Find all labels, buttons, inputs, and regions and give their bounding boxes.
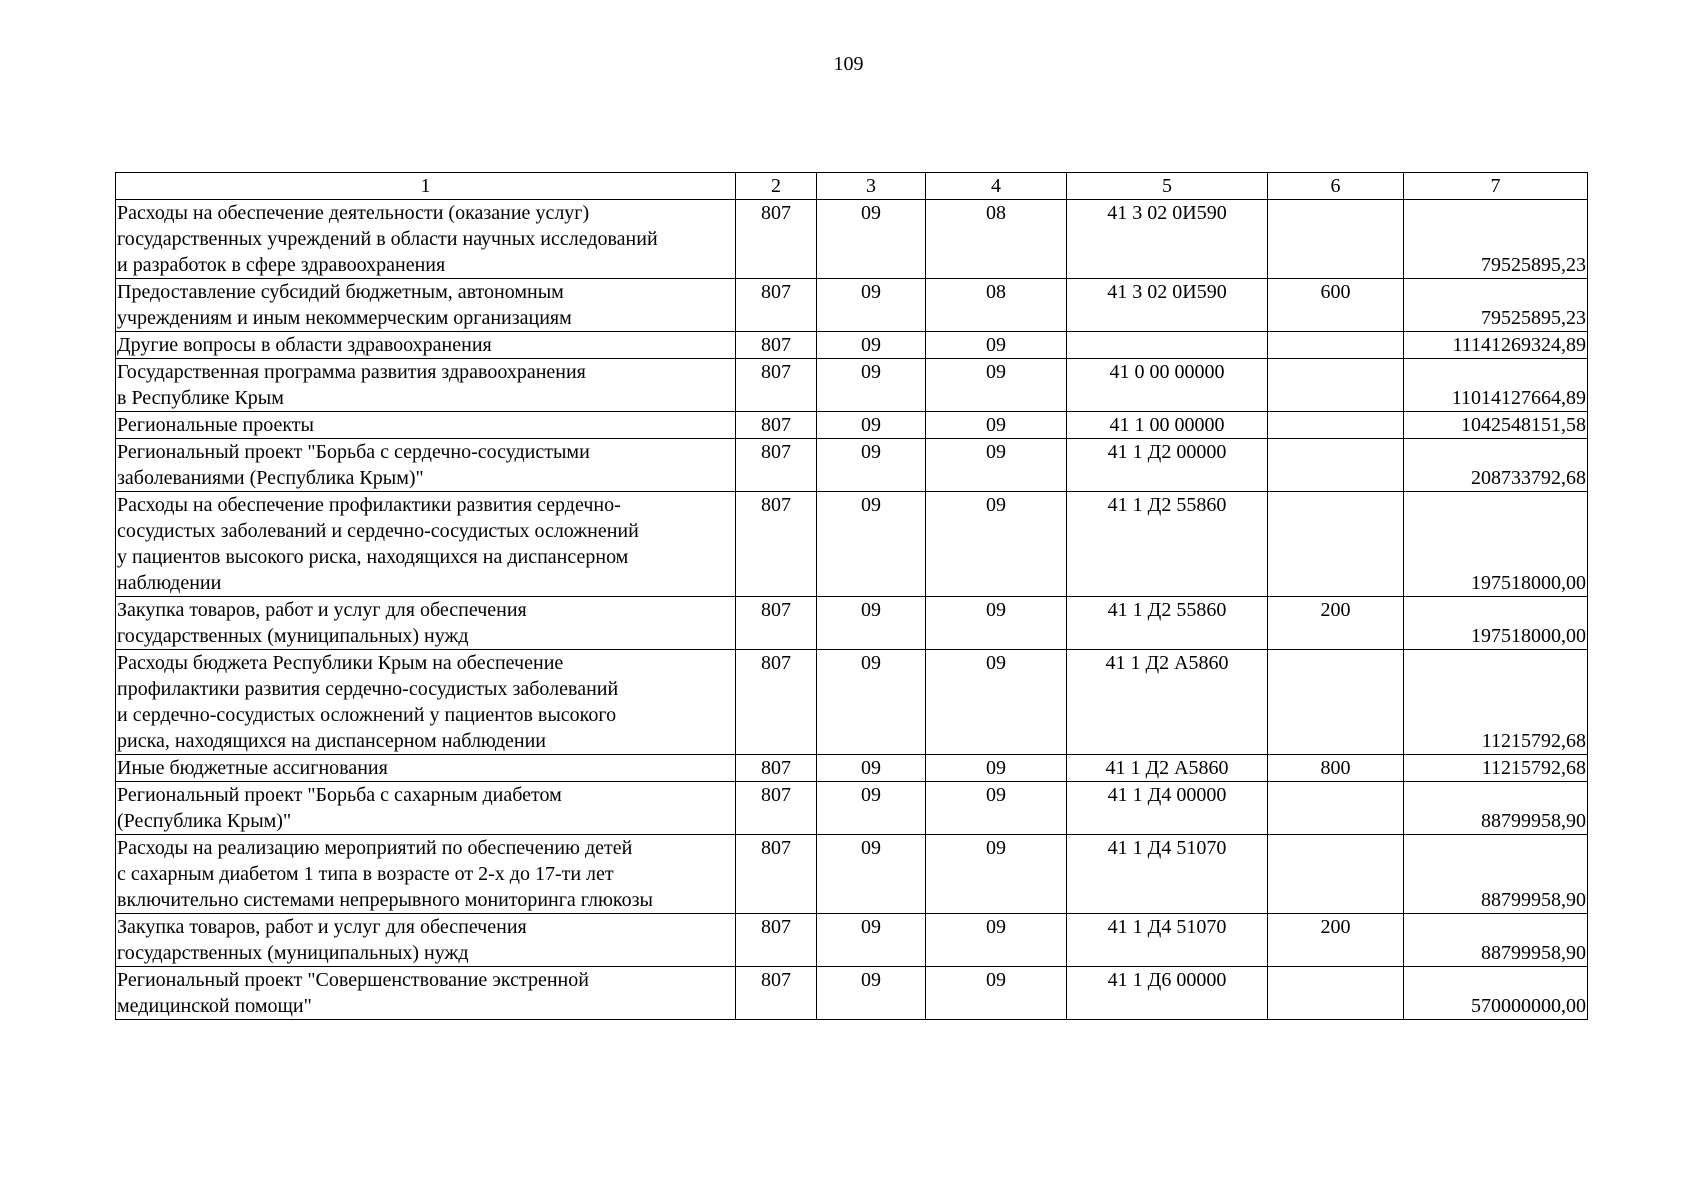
table-row xyxy=(116,332,1588,359)
table-row xyxy=(116,914,1588,967)
section-code: 09 xyxy=(817,835,926,914)
expense-name: Региональный проект "Совершенствование экстренной медицинской помощи" xyxy=(116,967,736,1020)
subsection-code: 09 xyxy=(926,412,1067,439)
section-code: 09 xyxy=(817,782,926,835)
expense-name: Расходы на обеспечение профилактики развития сердечно- сосудистых заболеваний и сердечно-сосудистых осложнений у пациентов высокого риска, находящихся на диспансерном наблюдении xyxy=(116,492,736,597)
expense-type-code xyxy=(1268,967,1404,1020)
table-body xyxy=(116,200,1588,1020)
table-row xyxy=(116,782,1588,835)
expense-type-code xyxy=(1268,332,1404,359)
section-code: 09 xyxy=(817,412,926,439)
section-code: 09 xyxy=(817,755,926,782)
target-article-code: 41 1 Д2 А5860 xyxy=(1067,755,1268,782)
amount: 79525895,23 xyxy=(1404,200,1588,279)
table-row xyxy=(116,650,1588,755)
subsection-code: 09 xyxy=(926,782,1067,835)
amount: 197518000,00 xyxy=(1404,597,1588,650)
target-article-code: 41 1 Д2 00000 xyxy=(1067,439,1268,492)
column-header-6: 6 xyxy=(1268,173,1404,200)
subsection-code: 08 xyxy=(926,279,1067,332)
expense-name: Региональные проекты xyxy=(116,412,736,439)
amount: 11215792,68 xyxy=(1404,755,1588,782)
ministry-code: 807 xyxy=(736,914,817,967)
subsection-code: 08 xyxy=(926,200,1067,279)
column-header-3: 3 xyxy=(817,173,926,200)
subsection-code: 09 xyxy=(926,755,1067,782)
ministry-code: 807 xyxy=(736,359,817,412)
ministry-code: 807 xyxy=(736,279,817,332)
subsection-code: 09 xyxy=(926,967,1067,1020)
amount: 570000000,00 xyxy=(1404,967,1588,1020)
section-code: 09 xyxy=(817,597,926,650)
section-code: 09 xyxy=(817,332,926,359)
table-header-row xyxy=(116,173,1588,200)
ministry-code: 807 xyxy=(736,412,817,439)
table-row xyxy=(116,359,1588,412)
subsection-code: 09 xyxy=(926,359,1067,412)
subsection-code: 09 xyxy=(926,835,1067,914)
column-header-4: 4 xyxy=(926,173,1067,200)
expense-type-code xyxy=(1268,492,1404,597)
target-article-code: 41 1 Д4 51070 xyxy=(1067,914,1268,967)
expense-name: Расходы на реализацию мероприятий по обеспечению детей с сахарным диабетом 1 типа в возрасте от 2-х до 17-ти лет включительно системами непрерывного мониторинга глюкозы xyxy=(116,835,736,914)
target-article-code: 41 0 00 00000 xyxy=(1067,359,1268,412)
section-code: 09 xyxy=(817,492,926,597)
amount: 88799958,90 xyxy=(1404,914,1588,967)
column-header-7: 7 xyxy=(1404,173,1588,200)
amount: 79525895,23 xyxy=(1404,279,1588,332)
subsection-code: 09 xyxy=(926,650,1067,755)
ministry-code: 807 xyxy=(736,597,817,650)
column-header-5: 5 xyxy=(1067,173,1268,200)
target-article-code: 41 3 02 0И590 xyxy=(1067,279,1268,332)
target-article-code: 41 3 02 0И590 xyxy=(1067,200,1268,279)
ministry-code: 807 xyxy=(736,967,817,1020)
expense-name: Предоставление субсидий бюджетным, автономным учреждениям и иным некоммерческим организациям xyxy=(116,279,736,332)
expense-name: Региональный проект "Борьба с сахарным диабетом (Республика Крым)" xyxy=(116,782,736,835)
table-row xyxy=(116,279,1588,332)
table-row xyxy=(116,967,1588,1020)
ministry-code: 807 xyxy=(736,492,817,597)
expense-type-code xyxy=(1268,412,1404,439)
section-code: 09 xyxy=(817,439,926,492)
amount: 208733792,68 xyxy=(1404,439,1588,492)
expense-type-code xyxy=(1268,359,1404,412)
target-article-code: 41 1 Д4 00000 xyxy=(1067,782,1268,835)
expense-type-code xyxy=(1268,782,1404,835)
expense-name: Закупка товаров, работ и услуг для обеспечения государственных (муниципальных) нужд xyxy=(116,597,736,650)
ministry-code: 807 xyxy=(736,439,817,492)
expense-type-code: 600 xyxy=(1268,279,1404,332)
table-row xyxy=(116,597,1588,650)
table-row xyxy=(116,755,1588,782)
expense-name: Расходы бюджета Республики Крым на обеспечение профилактики развития сердечно-сосудистых заболеваний и сердечно-сосудистых осложнений у пациентов высокого риска, находящихся на диспансерном наблюдении xyxy=(116,650,736,755)
expense-type-code xyxy=(1268,650,1404,755)
amount: 11141269324,89 xyxy=(1404,332,1588,359)
target-article-code: 41 1 Д6 00000 xyxy=(1067,967,1268,1020)
table-row xyxy=(116,835,1588,914)
ministry-code: 807 xyxy=(736,200,817,279)
expense-type-code: 200 xyxy=(1268,914,1404,967)
subsection-code: 09 xyxy=(926,914,1067,967)
expense-type-code: 800 xyxy=(1268,755,1404,782)
section-code: 09 xyxy=(817,967,926,1020)
budget-table xyxy=(115,172,1588,1020)
expense-name: Региональный проект "Борьба с сердечно-сосудистыми заболеваниями (Республика Крым)" xyxy=(116,439,736,492)
section-code: 09 xyxy=(817,279,926,332)
expense-name: Иные бюджетные ассигнования xyxy=(116,755,736,782)
table-row xyxy=(116,492,1588,597)
amount: 197518000,00 xyxy=(1404,492,1588,597)
column-header-1: 1 xyxy=(116,173,736,200)
expense-type-code xyxy=(1268,200,1404,279)
table-row xyxy=(116,412,1588,439)
expense-name: Другие вопросы в области здравоохранения xyxy=(116,332,736,359)
target-article-code: 41 1 Д4 51070 xyxy=(1067,835,1268,914)
section-code: 09 xyxy=(817,359,926,412)
target-article-code: 41 1 Д2 А5860 xyxy=(1067,650,1268,755)
expense-name: Закупка товаров, работ и услуг для обеспечения государственных (муниципальных) нужд xyxy=(116,914,736,967)
expense-name: Государственная программа развития здравоохранения в Республике Крым xyxy=(116,359,736,412)
subsection-code: 09 xyxy=(926,492,1067,597)
amount: 88799958,90 xyxy=(1404,835,1588,914)
table-row xyxy=(116,439,1588,492)
section-code: 09 xyxy=(817,200,926,279)
ministry-code: 807 xyxy=(736,782,817,835)
ministry-code: 807 xyxy=(736,755,817,782)
expense-type-code xyxy=(1268,835,1404,914)
section-code: 09 xyxy=(817,650,926,755)
amount: 11014127664,89 xyxy=(1404,359,1588,412)
subsection-code: 09 xyxy=(926,332,1067,359)
expense-type-code: 200 xyxy=(1268,597,1404,650)
table-row xyxy=(116,200,1588,279)
amount: 88799958,90 xyxy=(1404,782,1588,835)
column-header-2: 2 xyxy=(736,173,817,200)
ministry-code: 807 xyxy=(736,332,817,359)
section-code: 09 xyxy=(817,914,926,967)
amount: 1042548151,58 xyxy=(1404,412,1588,439)
target-article-code: 41 1 00 00000 xyxy=(1067,412,1268,439)
amount: 11215792,68 xyxy=(1404,650,1588,755)
subsection-code: 09 xyxy=(926,439,1067,492)
ministry-code: 807 xyxy=(736,650,817,755)
target-article-code: 41 1 Д2 55860 xyxy=(1067,492,1268,597)
ministry-code: 807 xyxy=(736,835,817,914)
target-article-code: 41 1 Д2 55860 xyxy=(1067,597,1268,650)
expense-name: Расходы на обеспечение деятельности (оказание услуг) государственных учреждений в области научных исследований и разработок в сфере здравоохранения xyxy=(116,200,736,279)
page-number: 109 xyxy=(833,53,864,75)
subsection-code: 09 xyxy=(926,597,1067,650)
expense-type-code xyxy=(1268,439,1404,492)
target-article-code xyxy=(1067,332,1268,359)
